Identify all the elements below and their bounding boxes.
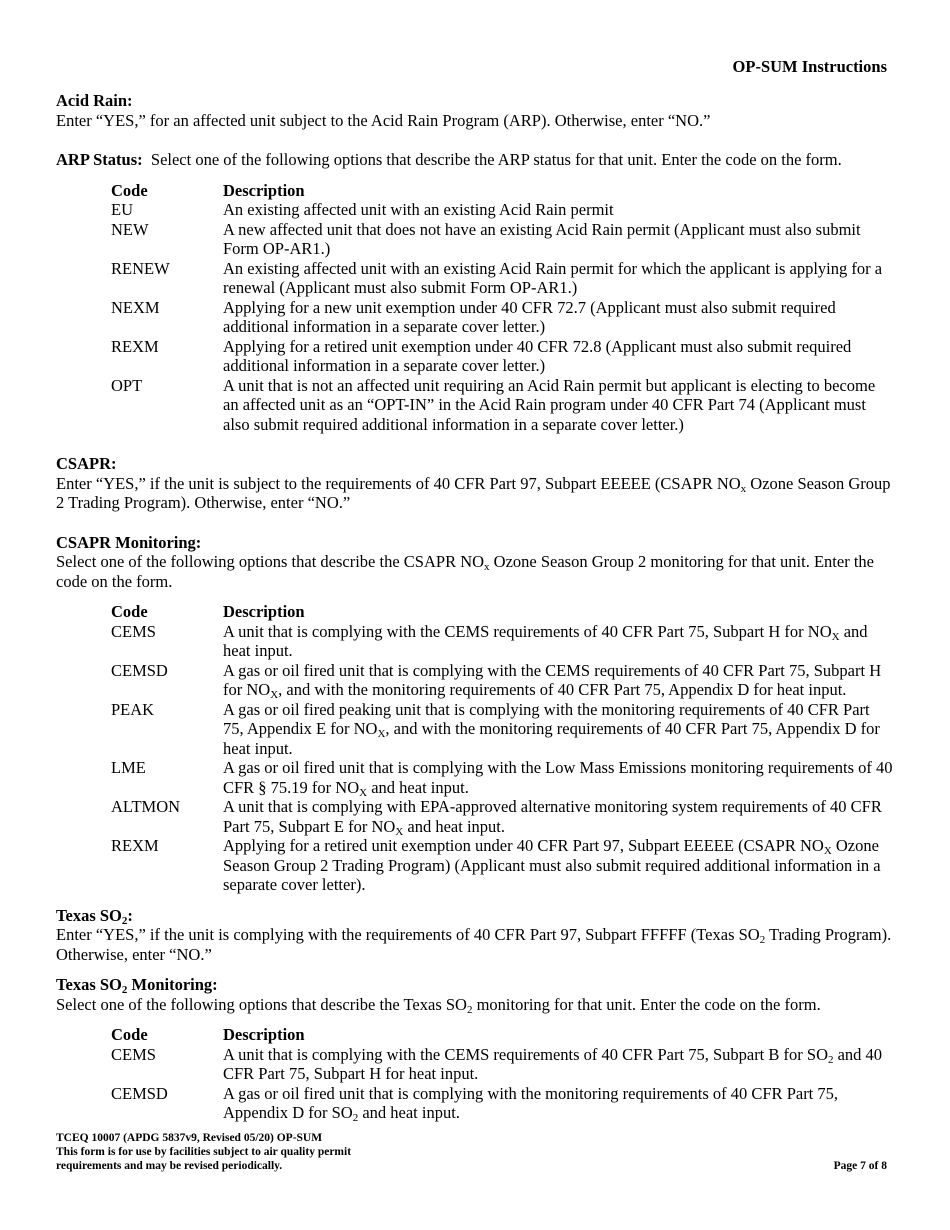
description-cell bbox=[223, 661, 894, 700]
page-footer bbox=[56, 1131, 351, 1173]
subscript: 2 bbox=[827, 1053, 834, 1066]
subscript: X bbox=[270, 689, 279, 701]
description-text: and 40 CFR Part 75, Subpart H for heat input. bbox=[223, 1044, 883, 1083]
table-row bbox=[111, 376, 894, 435]
description-column-header: Description bbox=[223, 180, 305, 200]
subscript: 2 bbox=[466, 1003, 473, 1016]
table-row bbox=[111, 337, 894, 376]
description-cell bbox=[223, 622, 894, 661]
table-row bbox=[111, 700, 894, 759]
csapr-monitoring-text-part: Select one of the following options that describe the CSAPR NO bbox=[56, 552, 485, 571]
csapr-text-part: Enter “YES,” if the unit is subject to the requirements of 40 CFR Part 97, Subpart EEEEE (CSAPR NO bbox=[56, 473, 741, 493]
csapr-monitoring-text-part: Ozone Season Group 2 monitoring for that unit. Enter the code on the form. bbox=[56, 552, 874, 591]
texas-so2-monitoring-table bbox=[111, 1025, 894, 1123]
page-header-title: OP-SUM Instructions bbox=[732, 57, 887, 76]
code-cell: CEMSD bbox=[111, 1083, 168, 1103]
texas-so2-monitoring-text-part: monitoring for that unit. Enter the code on the form. bbox=[472, 994, 821, 1014]
description-column-header: Description bbox=[223, 602, 305, 621]
description-text: A unit that is complying with the CEMS requirements of 40 CFR Part 75, Subpart H for NO bbox=[223, 621, 832, 641]
table-row bbox=[111, 661, 894, 700]
table-row bbox=[111, 758, 894, 797]
arp-status-text: Select one of the following options that describe the ARP status for that unit. Enter the code on the form. bbox=[150, 150, 842, 169]
subscript: 2 bbox=[121, 914, 128, 927]
code-cell: OPT bbox=[111, 375, 143, 395]
description-text: Applying for a retired unit exemption under 40 CFR Part 97, Subpart EEEEE (CSAPR NO bbox=[223, 836, 824, 855]
description-text: and heat input. bbox=[403, 816, 505, 836]
texas-so2-text-part: Enter “YES,” if the unit is complying with the requirements of 40 CFR Part 97, Subpart FFFFF (Texas SO bbox=[56, 925, 760, 944]
title-text: : bbox=[127, 905, 133, 925]
title-text: Texas SO bbox=[56, 975, 122, 994]
texas-so2-monitoring-title bbox=[56, 975, 894, 995]
csapr-monitoring-title: CSAPR Monitoring: bbox=[56, 532, 202, 552]
table-row bbox=[111, 200, 894, 220]
table-header-row bbox=[111, 181, 894, 201]
code-cell: PEAK bbox=[111, 699, 155, 719]
subscript: X bbox=[395, 825, 404, 838]
arp-status-table bbox=[111, 181, 894, 435]
code-cell: LME bbox=[111, 758, 146, 777]
description-cell bbox=[223, 1045, 894, 1084]
code-cell: RENEW bbox=[111, 258, 170, 278]
description-text: and heat input. bbox=[223, 621, 868, 660]
acid-rain-text: Enter “YES,” for an affected unit subject to the Acid Rain Program (ARP). Otherwise, enter “NO.” bbox=[56, 110, 711, 130]
code-column-header: Code bbox=[111, 1025, 148, 1044]
description-cell bbox=[223, 836, 894, 895]
arp-status-label: ARP Status: bbox=[56, 150, 143, 169]
table-row bbox=[111, 1084, 894, 1123]
description-text: A gas or oil fired peaking unit that is complying with the monitoring requirements of 40 CFR Part 75, Appendix E for NO bbox=[223, 699, 870, 738]
description-text: A gas or oil fired unit that is complying with the monitoring requirements of 40 CFR Part 75, Appendix D for SO bbox=[223, 1083, 839, 1122]
subscript: X bbox=[377, 728, 386, 740]
document-page bbox=[56, 0, 894, 1230]
code-cell: EU bbox=[111, 200, 133, 219]
subscript: 2 bbox=[759, 934, 766, 946]
table-row bbox=[111, 797, 894, 836]
code-cell: REXM bbox=[111, 836, 159, 855]
code-cell: CEMSD bbox=[111, 660, 168, 680]
description-text: A gas or oil fired unit that is complying with the Low Mass Emissions monitoring requirements of 40 CFR § 75.19 for NO bbox=[223, 758, 893, 797]
code-cell: ALTMON bbox=[111, 797, 181, 816]
csapr-text bbox=[56, 474, 894, 513]
csapr-text-part: Ozone Season Group 2 Trading Program). Otherwise, enter “NO.” bbox=[56, 473, 891, 512]
footer-form-id: TCEQ 10007 (APDG 5837v9, Revised 05/20) OP-SUM bbox=[56, 1132, 323, 1144]
description-cell: An existing affected unit with an existing Acid Rain permit bbox=[223, 200, 614, 219]
code-column-header: Code bbox=[111, 180, 148, 200]
description-cell bbox=[223, 700, 894, 759]
description-text: and heat input. bbox=[367, 777, 469, 797]
code-cell: REXM bbox=[111, 336, 159, 356]
texas-so2-text bbox=[56, 925, 894, 964]
texas-so2-monitoring-text bbox=[56, 995, 894, 1015]
footer-note-line: requirements and may be revised periodically. bbox=[56, 1160, 283, 1172]
subscript: x bbox=[484, 561, 490, 573]
description-cell bbox=[223, 758, 894, 797]
table-row bbox=[111, 622, 894, 661]
acid-rain-title: Acid Rain: bbox=[56, 91, 133, 110]
subscript: x bbox=[740, 482, 747, 495]
table-header-row bbox=[111, 602, 894, 622]
page-content bbox=[56, 91, 894, 1123]
description-cell: A new affected unit that does not have an existing Acid Rain permit (Applicant must also submit Form OP-AR1.) bbox=[223, 219, 861, 258]
description-text: , and with the monitoring requirements of 40 CFR Part 75, Appendix D for heat input. bbox=[223, 719, 880, 758]
table-row bbox=[111, 836, 894, 895]
table-row bbox=[111, 220, 894, 259]
description-text: Ozone Season Group 2 Trading Program) (Applicant must also submit required additional information in a separate cover letter). bbox=[223, 836, 881, 894]
description-text: A unit that is complying with the CEMS requirements of 40 CFR Part 75, Subpart B for SO bbox=[223, 1044, 828, 1064]
description-column-header: Description bbox=[223, 1025, 305, 1044]
code-cell: NEXM bbox=[111, 297, 160, 317]
texas-so2-monitoring-text-part: Select one of the following options that describe the Texas SO bbox=[56, 994, 467, 1014]
description-cell: A unit that is not an affected unit requiring an Acid Rain permit but applicant is electing to become an affected unit as an “OPT-IN” in the Acid Rain program under 40 CFR Part 74 (Applicant must also submit required additional information in a separate cover letter.) bbox=[223, 375, 876, 434]
title-text: Monitoring: bbox=[127, 975, 218, 994]
table-header-row bbox=[111, 1025, 894, 1045]
description-cell: Applying for a retired unit exemption under 40 CFR 72.8 (Applicant must also submit required additional information in a separate cover letter.) bbox=[223, 336, 852, 375]
subscript: 2 bbox=[121, 984, 128, 996]
subscript: X bbox=[359, 786, 368, 799]
subscript: 2 bbox=[352, 1112, 359, 1124]
description-cell bbox=[223, 797, 894, 836]
subscript: X bbox=[831, 630, 840, 643]
page-number: Page 7 of 8 bbox=[833, 1160, 887, 1172]
title-text: Texas SO bbox=[56, 905, 122, 925]
code-cell: CEMS bbox=[111, 621, 156, 641]
footer-note-line: This form is for use by facilities subject to air quality permit bbox=[56, 1146, 352, 1158]
description-text: A gas or oil fired unit that is complying with the CEMS requirements of 40 CFR Part 75, Subpart H for NO bbox=[223, 660, 882, 699]
table-row bbox=[111, 1045, 894, 1084]
code-column-header: Code bbox=[111, 602, 148, 621]
description-cell bbox=[223, 1084, 894, 1123]
texas-so2-text-part: Trading Program). Otherwise, enter “NO.” bbox=[56, 925, 892, 964]
description-text: A unit that is complying with EPA-approved alternative monitoring system requirements of 40 CFR Part 75, Subpart E for NO bbox=[223, 797, 882, 836]
csapr-title: CSAPR: bbox=[56, 454, 117, 473]
csapr-monitoring-text bbox=[56, 552, 894, 591]
description-text: , and with the monitoring requirements of 40 CFR Part 75, Appendix D for heat input. bbox=[278, 680, 847, 699]
subscript: X bbox=[823, 845, 832, 857]
texas-so2-title bbox=[56, 906, 894, 926]
code-cell: NEW bbox=[111, 219, 149, 239]
csapr-monitoring-table bbox=[111, 602, 894, 895]
arp-status-paragraph bbox=[56, 150, 894, 170]
table-row bbox=[111, 259, 894, 298]
table-row bbox=[111, 298, 894, 337]
description-cell: An existing affected unit with an existing Acid Rain permit for which the applicant is applying for a renewal (Applicant must also submit Form OP-AR1.) bbox=[223, 258, 883, 297]
description-text: and heat input. bbox=[358, 1103, 460, 1122]
code-cell: CEMS bbox=[111, 1044, 156, 1064]
description-cell: Applying for a new unit exemption under 40 CFR 72.7 (Applicant must also submit required additional information in a separate cover letter.) bbox=[223, 297, 836, 336]
